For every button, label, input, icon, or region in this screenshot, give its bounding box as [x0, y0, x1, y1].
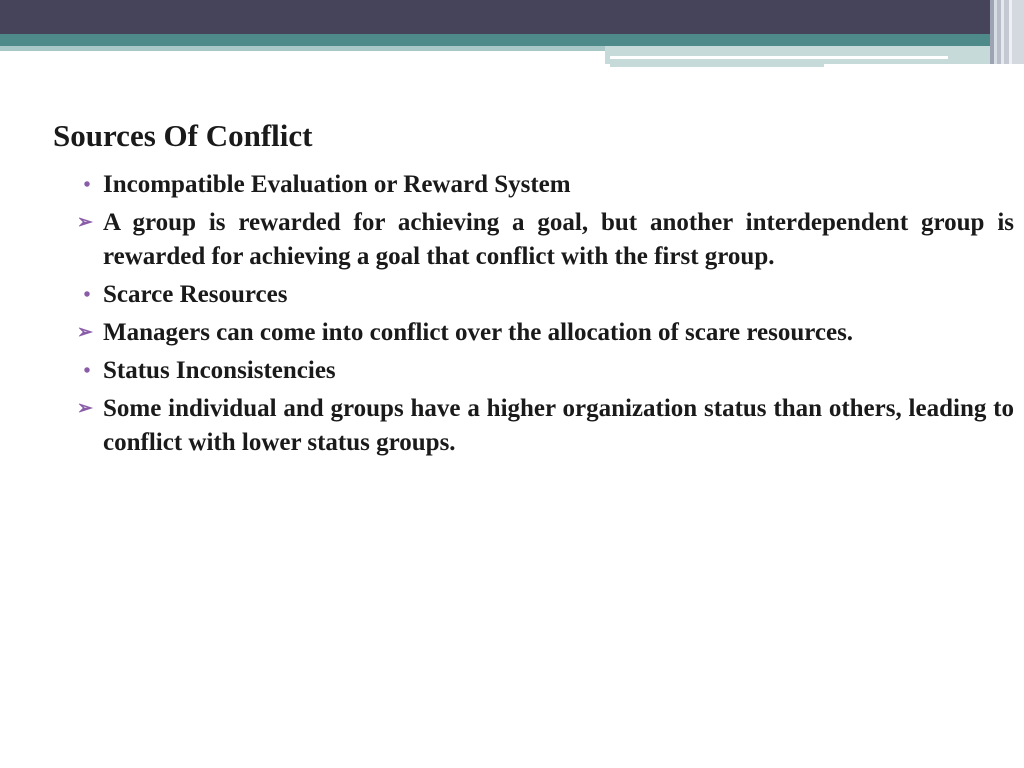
bullet-dot-icon: •	[83, 174, 91, 196]
header-band-dark	[0, 0, 1024, 34]
bullet-list	[74, 168, 1014, 464]
bullet-text: Scarce Resources	[103, 281, 288, 308]
arrow-bullet-icon: ➢	[77, 398, 93, 419]
header-accent-line	[610, 56, 948, 59]
list-item	[74, 206, 1014, 274]
arrow-bullet-icon: ➢	[77, 212, 93, 233]
list-item	[74, 354, 1014, 388]
header-stripes	[990, 0, 1024, 64]
list-item	[74, 392, 1014, 460]
header-band-right-block	[605, 46, 1024, 64]
list-item	[74, 168, 1014, 202]
bullet-text: Incompatible Evaluation or Reward System	[103, 171, 571, 198]
header-band-teal	[0, 34, 1024, 46]
list-item	[74, 278, 1014, 312]
arrow-bullet-icon: ➢	[77, 322, 93, 343]
bullet-text: A group is rewarded for achieving a goal, but another interdependent group is rewarded for achieving a goal that conflict with the first group.	[103, 209, 1014, 270]
bullet-text: Managers can come into conflict over the allocation of scare resources.	[103, 319, 854, 346]
list-item	[74, 316, 1014, 350]
bullet-text: Status Inconsistencies	[103, 357, 336, 384]
header-accent-line	[610, 64, 824, 67]
bullet-text: Some individual and groups have a higher organization status than others, leading to conflict with lower status groups.	[103, 395, 1014, 456]
slide-title: Sources Of Conflict	[53, 118, 313, 153]
bullet-dot-icon: •	[83, 360, 91, 382]
bullet-dot-icon: •	[83, 284, 91, 306]
header-band-light	[0, 46, 605, 51]
